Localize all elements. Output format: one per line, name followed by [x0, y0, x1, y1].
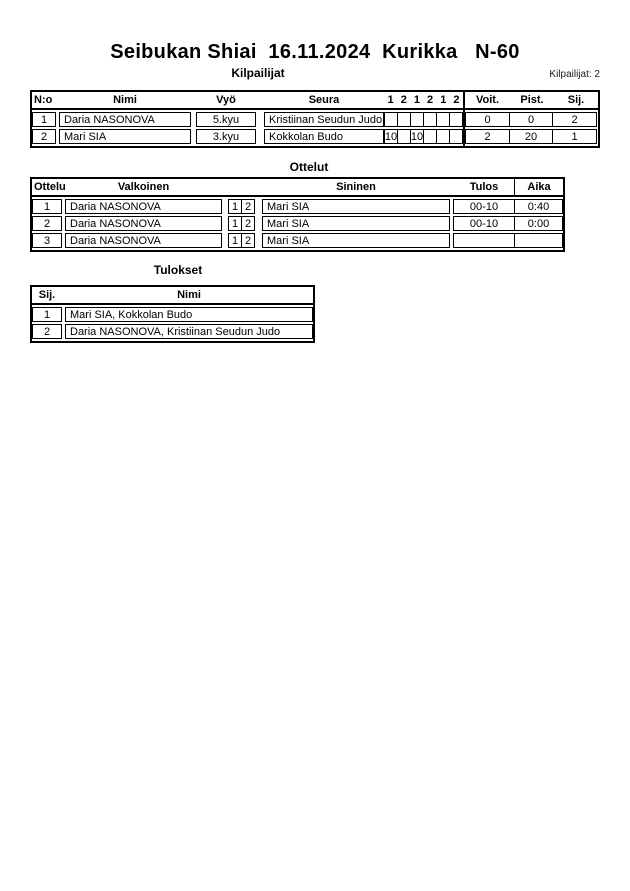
- result-place: 1: [32, 307, 62, 322]
- competitor-no: 1: [32, 112, 56, 127]
- column-header-blue: Sininen: [336, 181, 376, 193]
- score-cell: [436, 129, 450, 144]
- score-cell: [410, 112, 424, 127]
- column-header-result: Tulos: [469, 181, 499, 193]
- column-header-white: Valkoinen: [117, 181, 170, 193]
- match-time: 0:00: [514, 216, 563, 231]
- competitors-heading: Kilpailijat: [231, 66, 285, 80]
- competitor-name: Daria NASONOVA: [59, 112, 191, 127]
- result-place: 2: [32, 324, 62, 339]
- column-header-place: Sij.: [38, 289, 56, 301]
- score-cell: [397, 112, 411, 127]
- white-player-name: Daria NASONOVA: [65, 199, 222, 214]
- page-title: Seibukan Shiai 16.11.2024 Kurikka N-60: [110, 41, 520, 63]
- white-player-no: 1: [228, 233, 242, 248]
- score-cell: [384, 112, 398, 127]
- blue-player-no: 2: [241, 199, 255, 214]
- blue-player-no: 2: [241, 233, 255, 248]
- competitors-table-header-row: [32, 92, 598, 110]
- score-cell: [423, 112, 437, 127]
- column-headers-scores: [384, 92, 463, 108]
- white-player-name: Daria NASONOVA: [65, 216, 222, 231]
- column-header-time: Aika: [514, 179, 563, 195]
- match-result: [453, 233, 515, 248]
- competitor-club: Kristiinan Seudun Judo: [264, 112, 384, 127]
- result-name: Mari SIA, Kokkolan Budo: [65, 307, 313, 322]
- blue-player-no: 2: [241, 216, 255, 231]
- competitor-row: [32, 112, 598, 127]
- column-header-spacer: [228, 179, 255, 195]
- competitor-row: [32, 129, 598, 144]
- match-time: [514, 233, 563, 248]
- column-header-no: N:o: [34, 94, 53, 106]
- results-table-header-row: [32, 287, 313, 305]
- match-result: 00-10: [453, 199, 515, 214]
- competitor-points: 20: [509, 129, 553, 144]
- matches-heading: Ottelut: [289, 160, 329, 174]
- result-name: Daria NASONOVA, Kristiinan Seudun Judo: [65, 324, 313, 339]
- result-row: [32, 307, 313, 322]
- results-heading: Tulokset: [153, 263, 203, 277]
- column-header-match: Ottelu: [34, 181, 66, 193]
- score-cell: [436, 112, 450, 127]
- competitor-wins: 0: [465, 112, 510, 127]
- column-header-score-4: 2: [427, 94, 434, 106]
- match-time: 0:40: [514, 199, 563, 214]
- competitor-belt: 3.kyu: [196, 129, 256, 144]
- results-table: [30, 285, 315, 343]
- competitor-no: 2: [32, 129, 56, 144]
- column-header-belt: Vyö: [216, 94, 236, 106]
- white-player-no: 1: [228, 199, 242, 214]
- competitors-count-label: Kilpailijat: 2: [549, 69, 600, 80]
- white-player-name: Daria NASONOVA: [65, 233, 222, 248]
- score-summary-divider-line: [463, 92, 465, 146]
- column-header-score-6: 2: [453, 94, 460, 106]
- competitor-club: Kokkolan Budo: [264, 129, 384, 144]
- score-cell: [449, 112, 463, 127]
- column-header-club: Seura: [308, 94, 340, 106]
- competitor-name: Mari SIA: [59, 129, 191, 144]
- blue-player-name: Mari SIA: [262, 233, 450, 248]
- competitor-wins: 2: [465, 129, 510, 144]
- score-cell: 10: [410, 130, 424, 143]
- match-row: [32, 216, 563, 231]
- matches-table: [30, 177, 565, 252]
- column-header-score-5: 1: [440, 94, 447, 106]
- matches-table-header-row: [32, 179, 563, 197]
- match-row: [32, 199, 563, 214]
- white-player-no: 1: [228, 216, 242, 231]
- result-row: [32, 324, 313, 339]
- score-cell: [423, 129, 437, 144]
- match-no: 2: [32, 216, 62, 231]
- column-header-place: Sij.: [567, 94, 585, 106]
- column-header-name: Nimi: [113, 94, 137, 106]
- match-no: 3: [32, 233, 62, 248]
- competitor-place: 2: [552, 112, 597, 127]
- blue-player-name: Mari SIA: [262, 199, 450, 214]
- column-header-name: Nimi: [177, 289, 201, 301]
- score-cell: 10: [384, 130, 398, 143]
- competitor-belt: 5.kyu: [196, 112, 256, 127]
- column-header-score-3: 1: [413, 94, 420, 106]
- column-header-wins: Voit.: [475, 94, 499, 106]
- competitor-points: 0: [509, 112, 553, 127]
- match-result: 00-10: [453, 216, 515, 231]
- competitor-place: 1: [552, 129, 597, 144]
- column-header-score-2: 2: [400, 94, 407, 106]
- blue-player-name: Mari SIA: [262, 216, 450, 231]
- column-header-score-1: 1: [387, 94, 394, 106]
- match-no: 1: [32, 199, 62, 214]
- competitors-table: [30, 90, 600, 148]
- column-header-points: Pist.: [520, 94, 544, 106]
- score-cell: [449, 129, 463, 144]
- column-headers-summary: [465, 92, 598, 108]
- match-row: [32, 233, 563, 248]
- score-cell: [397, 129, 411, 144]
